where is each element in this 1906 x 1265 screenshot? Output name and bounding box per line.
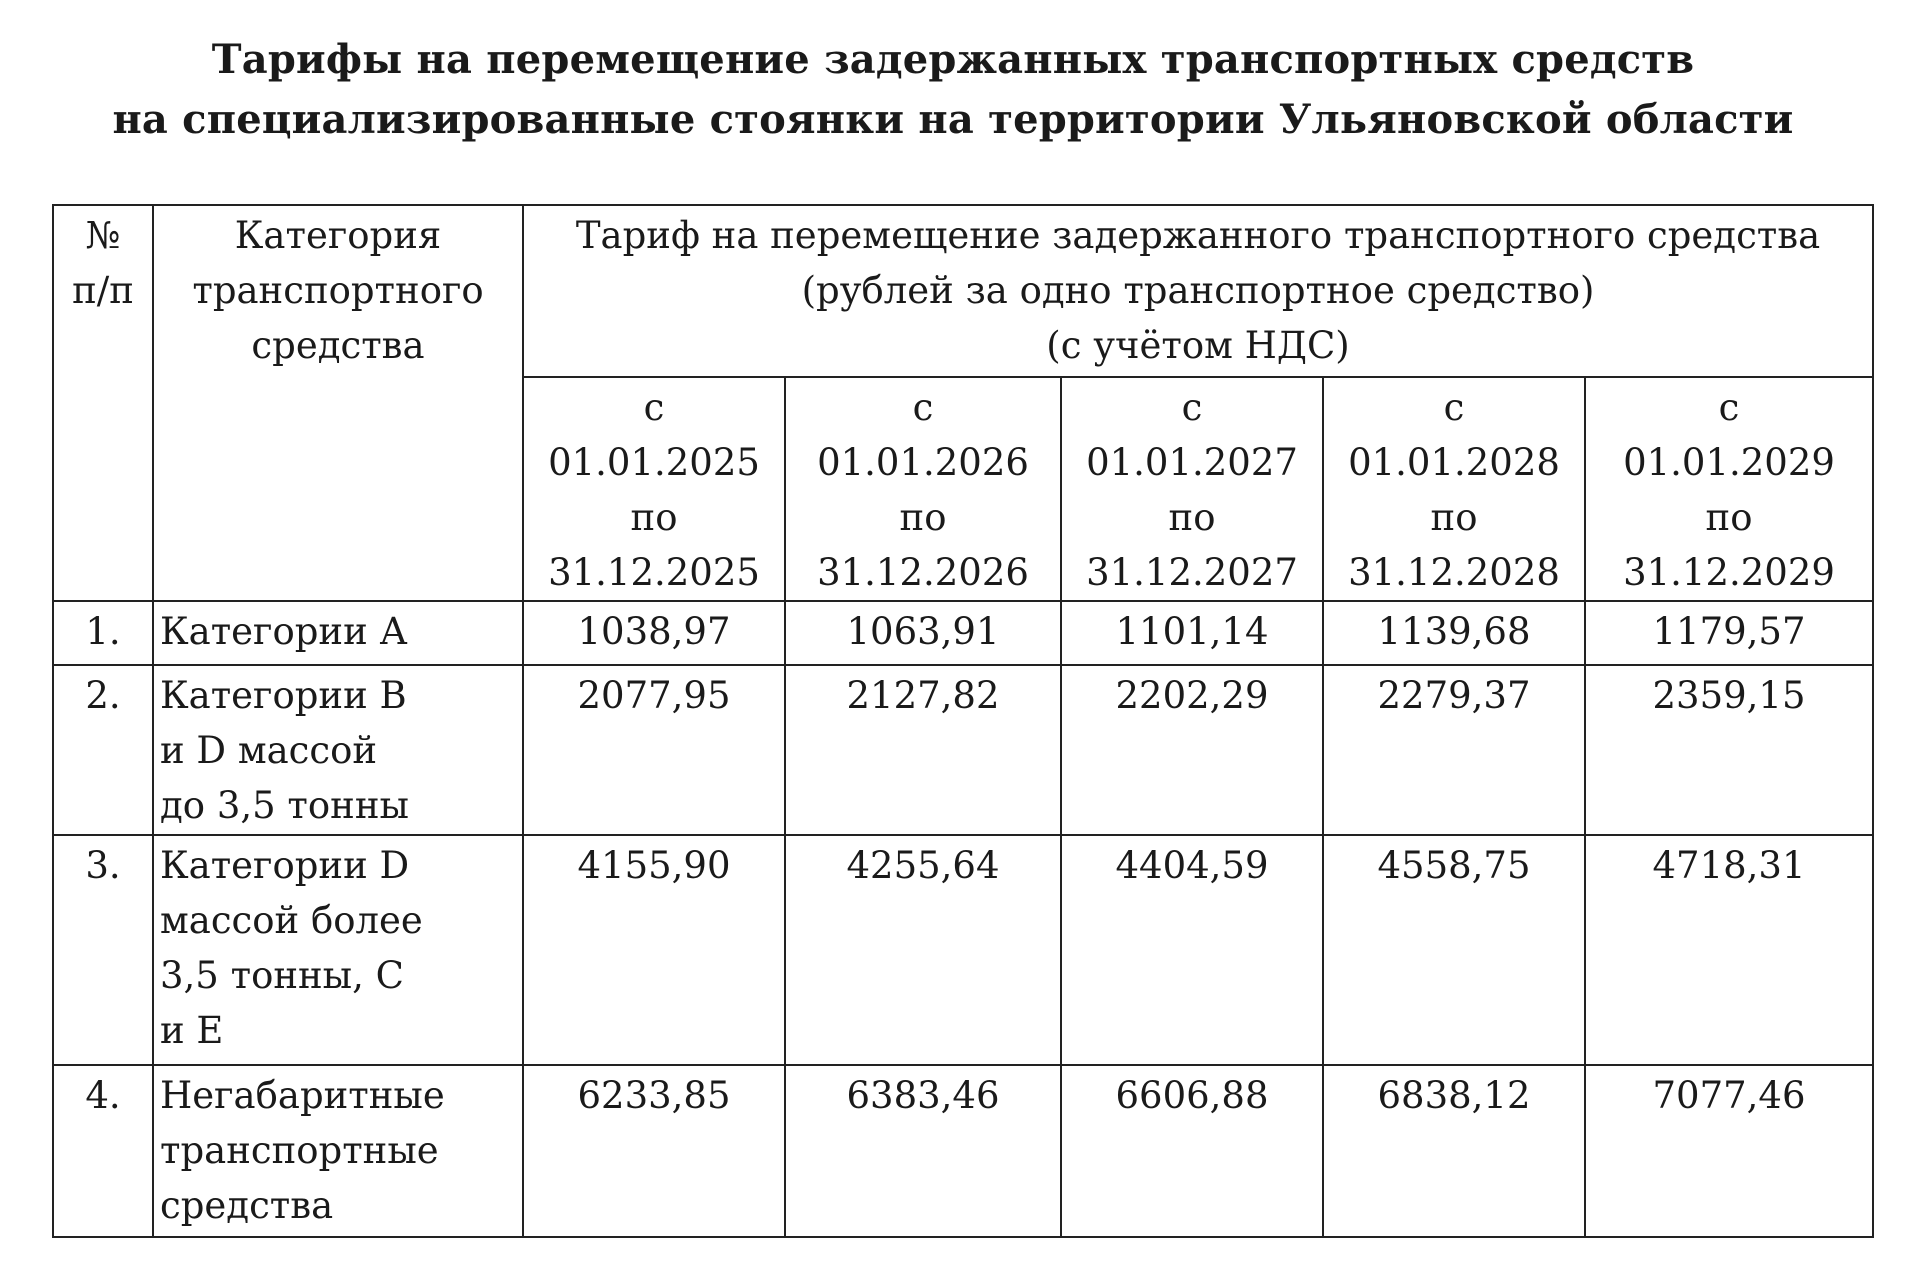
- period-to-date: 31.12.2026: [817, 551, 1029, 594]
- row-number: 4.: [53, 1065, 153, 1237]
- tariff-value: 2359,15: [1585, 665, 1873, 835]
- tariff-value: 6233,85: [523, 1065, 785, 1237]
- table-row: [53, 835, 1873, 1065]
- period-from-word: с: [912, 386, 934, 429]
- period-from-word: с: [1443, 386, 1465, 429]
- tariff-value: 4558,75: [1323, 835, 1585, 1065]
- category-line: транспортные: [160, 1129, 439, 1172]
- tariff-value: 1179,57: [1585, 601, 1873, 665]
- period-to-date: 31.12.2029: [1623, 551, 1835, 594]
- tariff-value: 6383,46: [785, 1065, 1061, 1237]
- row-category: [153, 1065, 523, 1237]
- header-category-line: транспортного: [192, 269, 484, 312]
- period-to-word: по: [1430, 496, 1478, 539]
- title-line-2: на специализированные стоянки на территории Ульяновской области: [112, 96, 1794, 143]
- period-from-date: 01.01.2026: [817, 441, 1029, 484]
- period-to-word: по: [1705, 496, 1753, 539]
- header-tariff-line: (с учётом НДС): [1046, 324, 1350, 367]
- category-line: и D массой: [160, 729, 378, 772]
- tariff-value: 1101,14: [1061, 601, 1323, 665]
- period-from-word: с: [1181, 386, 1203, 429]
- category-line: и Е: [160, 1009, 224, 1052]
- period-to-word: по: [630, 496, 678, 539]
- header-category-line: Категория: [234, 214, 442, 257]
- header-number-line: п/п: [72, 269, 134, 312]
- title-line-1: Тарифы на перемещение задержанных транспортных средств: [211, 36, 1695, 83]
- tariff-value: 4404,59: [1061, 835, 1323, 1065]
- period-to-date: 31.12.2027: [1086, 551, 1298, 594]
- period-to-date: 31.12.2025: [548, 551, 760, 594]
- row-category: [153, 835, 523, 1065]
- tariff-value: 4155,90: [523, 835, 785, 1065]
- category-line: до 3,5 тонны: [160, 784, 409, 827]
- category-line: Категории В: [160, 674, 407, 717]
- document-title: [0, 30, 1906, 150]
- period-from-date: 01.01.2027: [1086, 441, 1298, 484]
- tariff-value: 2127,82: [785, 665, 1061, 835]
- tariff-value: 4255,64: [785, 835, 1061, 1065]
- row-category: [153, 665, 523, 835]
- tariff-value: 4718,31: [1585, 835, 1873, 1065]
- table-row: [53, 601, 1873, 665]
- tariff-value: 7077,46: [1585, 1065, 1873, 1237]
- category-line: Негабаритные: [160, 1074, 445, 1117]
- tariff-value: 6606,88: [1061, 1065, 1323, 1237]
- header-period-2025: [523, 377, 785, 601]
- row-number: 2.: [53, 665, 153, 835]
- tariff-value: 1139,68: [1323, 601, 1585, 665]
- header-period-2026: [785, 377, 1061, 601]
- tariff-value: 1038,97: [523, 601, 785, 665]
- header-number-line: №: [85, 214, 121, 257]
- category-line: Категории D: [160, 844, 410, 887]
- header-period-2029: [1585, 377, 1873, 601]
- period-from-word: с: [1718, 386, 1740, 429]
- period-from-date: 01.01.2028: [1348, 441, 1560, 484]
- tariff-value: 6838,12: [1323, 1065, 1585, 1237]
- period-from-date: 01.01.2025: [548, 441, 760, 484]
- header-category-line: средства: [251, 324, 425, 367]
- period-from-date: 01.01.2029: [1623, 441, 1835, 484]
- category-line: средства: [160, 1184, 334, 1227]
- tariff-value: 2202,29: [1061, 665, 1323, 835]
- period-from-word: с: [643, 386, 665, 429]
- tariff-table: [52, 204, 1874, 1238]
- header-period-2027: [1061, 377, 1323, 601]
- row-number: 3.: [53, 835, 153, 1065]
- category-line: 3,5 тонны, С: [160, 954, 404, 997]
- header-number: [53, 205, 153, 601]
- row-category: [153, 601, 523, 665]
- row-number: 1.: [53, 601, 153, 665]
- header-tariff: [523, 205, 1873, 377]
- header-row-1: [53, 205, 1873, 377]
- period-to-date: 31.12.2028: [1348, 551, 1560, 594]
- header-period-2028: [1323, 377, 1585, 601]
- category-line: массой более: [160, 899, 423, 942]
- header-tariff-line: (рублей за одно транспортное средство): [801, 269, 1595, 312]
- table-row: [53, 1065, 1873, 1237]
- header-category: [153, 205, 523, 601]
- tariff-value: 2279,37: [1323, 665, 1585, 835]
- period-to-word: по: [899, 496, 947, 539]
- table-row: [53, 665, 1873, 835]
- tariff-value: 1063,91: [785, 601, 1061, 665]
- tariff-value: 2077,95: [523, 665, 785, 835]
- header-tariff-line: Тариф на перемещение задержанного транспортного средства: [575, 214, 1821, 257]
- period-to-word: по: [1168, 496, 1216, 539]
- category-line: Категории А: [160, 610, 408, 653]
